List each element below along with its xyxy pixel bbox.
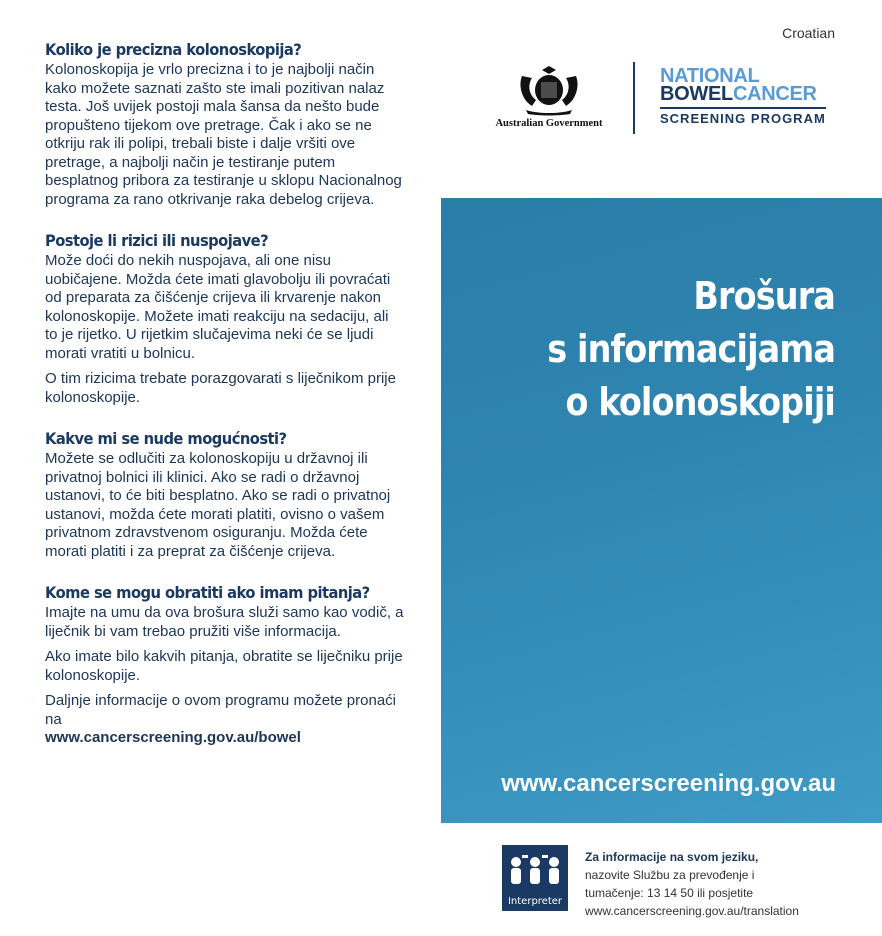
section-risks (45, 231, 405, 407)
left-column (45, 40, 405, 770)
section-paragraph: Može doći do nekih nuspojava, ali one nisu uobičajene. Možda ćete imati glavobolju ili povraćati od preparata za čišćenje crijeva ili krvarenje nakon kolonoskopije. Možete imati reakciju na sedaciju, ali to je rijetko. U rijetkim slučajevima neki će se ljudi morati vratiti u bolnicu. (45, 252, 391, 362)
section-paragraph: Daljnje informacije o ovom programu možete pronaći na (45, 692, 396, 728)
title-line: Brošura (693, 274, 835, 318)
section-accuracy (45, 40, 405, 209)
bowel-link[interactable]: www.cancerscreening.gov.au/bowel (45, 729, 301, 746)
interpreter-line: nazovite Službu za prevođenje i (585, 868, 755, 882)
section-paragraph: Kolonoskopija je vrlo precizna i to je najbolji način kako možete saznati zašto ste imali pozitivan nalaz testa. Još uvijek postoji mala šansa da nešto bude propušteno tijekom ove pretrage. Čak i ako se ne otkriju rak ili polipi, trebali biste i dalje vršiti ove pretrage, a najbolji način je testiranje putem besplatnog pribora za testiranje u sklopu Nacionalnog programa za rano otkrivanje raka debelog crijeva. (45, 61, 402, 208)
section-heading: Postoje li rizici ili nuspojave? (45, 231, 269, 250)
cover-panel (441, 198, 882, 823)
website-link[interactable]: www.cancerscreening.gov.au (501, 770, 836, 797)
program-logo (660, 65, 826, 126)
interpreter-bold-line: Za informacije na svom jeziku, (585, 850, 759, 864)
logo-divider (633, 62, 635, 134)
logo-bar (488, 62, 838, 137)
program-logo-line3: SCREENING PROGRAM (660, 107, 826, 126)
title-line: o kolonoskopiji (565, 380, 835, 424)
program-logo-line2 (660, 85, 826, 104)
section-paragraph: Možete se odlučiti za kolonoskopiju u državnoj ili privatnoj bolnici ili klinici. Ako se radi o državnoj ustanovi, to će biti besplatno. Ako se radi o privatnoj ustanovi, možda ćete morati platiti, ovisno o vašem privatnom zdravstvenom osiguranju. Možda ćete morati platiti i za preprat za čišćenje crijeva. (45, 450, 391, 560)
section-heading: Kome se mogu obratiti ako imam pitanja? (45, 583, 370, 602)
section-paragraph: Ako imate bilo kakvih pitanja, obratite se liječniku prije kolonoskopije. (45, 648, 403, 684)
program-logo-cancer: CANCER (732, 83, 817, 105)
section-heading: Koliko je precizna kolonoskopija? (45, 40, 302, 59)
section-questions (45, 583, 405, 748)
program-logo-bowel: BOWEL (660, 83, 733, 105)
language-label: Croatian (782, 25, 835, 41)
section-paragraph: Imajte na umu da ova brošura služi samo kao vodič, a liječnik bi vam trebao pružiti više informacija. (45, 604, 404, 640)
brochure-title (547, 270, 835, 429)
interpreter-line: tumačenje: 13 14 50 ili posjetite (585, 886, 754, 900)
interpreter-logo (502, 845, 568, 911)
coat-of-arms-icon (514, 66, 584, 116)
program-logo-line1: NATIONAL (660, 65, 760, 87)
interpreter-caption: Interpreter (507, 896, 563, 907)
interpreter-info (585, 848, 799, 920)
government-label: Australian Government (495, 118, 603, 129)
section-paragraph: O tim rizicima trebate porazgovarati s liječnikom prije kolonoskopije. (45, 370, 396, 406)
australian-government-logo (488, 66, 610, 129)
section-heading: Kakve mi se nude mogućnosti? (45, 429, 287, 448)
title-line: s informacijama (547, 327, 835, 371)
interpreter-people-icon (502, 845, 568, 895)
translation-link[interactable]: www.cancerscreening.gov.au/translation (585, 904, 799, 918)
section-options (45, 429, 405, 561)
